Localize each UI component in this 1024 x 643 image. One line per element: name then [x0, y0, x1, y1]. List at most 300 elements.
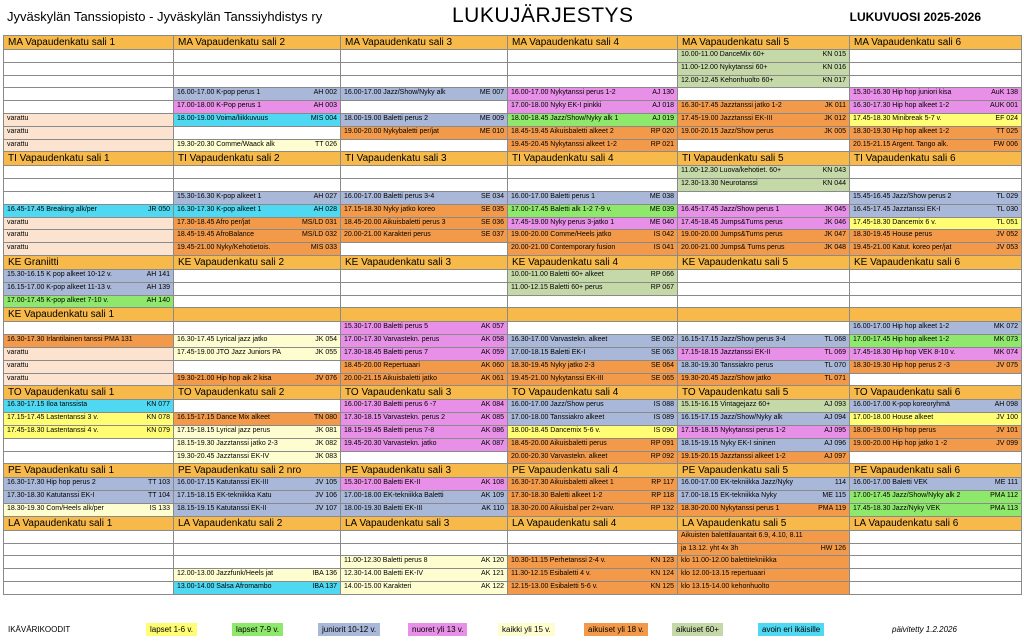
empty-slot	[174, 322, 341, 335]
class-code: TT 026	[314, 140, 337, 148]
class-slot	[850, 425, 1022, 438]
hall-header: TO Vapaudenkatu sali 4	[508, 386, 678, 400]
hall-header: KE Vapaudenkatu sali 6	[850, 255, 1022, 269]
season-label: LUKUVUOSI 2025-2026	[849, 10, 981, 24]
class-slot	[508, 335, 678, 348]
legend-title: IKÄVÄRIKOODIT	[8, 625, 71, 634]
empty-slot	[850, 75, 1022, 88]
class-name: 17.00-18.00 K-Pop perus 1	[177, 102, 262, 110]
schedule-row	[4, 569, 1022, 582]
class-code: JK 005	[824, 127, 846, 135]
class-code: JV 075	[996, 361, 1018, 369]
class-name: 18.45-20.00 Aikuisbaletti perus	[511, 439, 607, 447]
schedule-row	[4, 556, 1022, 569]
class-code: TT 025	[995, 127, 1018, 135]
class-name: 17.15-18.15 Lyrical jazz perus	[177, 426, 271, 434]
class-slot	[174, 139, 341, 152]
hall-header: PE Vapaudenkatu sali 6	[850, 464, 1022, 478]
class-name: 18.30-19.30 Hip hop alkeet 1-2	[853, 127, 950, 135]
class-name: 19.45-21.00 Katut. koreo per/jat	[853, 244, 952, 252]
class-slot	[678, 400, 850, 413]
class-code: KN 078	[146, 414, 170, 422]
class-code: KN 077	[146, 401, 170, 409]
empty-slot	[174, 295, 341, 308]
class-code: MK 072	[993, 323, 1018, 331]
class-slot	[508, 360, 678, 373]
class-code: SE 036	[481, 218, 504, 226]
class-name: 16.15-17.15 Jazz/Show/Nyky alk	[681, 414, 783, 422]
schedule-row	[4, 50, 1022, 63]
empty-slot	[850, 62, 1022, 75]
class-name: 17.15-17.45 Lastentanssi 3 v.	[7, 414, 99, 422]
class-code: JV 052	[996, 231, 1018, 239]
class-name: 17.15-18.15 EK-tekniikka Katu	[177, 492, 272, 500]
empty-slot	[508, 75, 678, 88]
class-code: MK 073	[993, 336, 1018, 344]
class-slot	[508, 282, 678, 295]
class-name: 15.30-16.30 K-pop alkeet 1	[177, 192, 262, 200]
empty-slot	[4, 556, 174, 569]
hall-header: TO Vapaudenkatu sali 6	[850, 386, 1022, 400]
class-slot	[850, 335, 1022, 348]
class-name: 17.15-18.15 Nykytanssi perus 1-2	[681, 426, 786, 434]
schedule-row	[4, 425, 1022, 438]
class-name: 16.00-17.00 EK-tekniikka Jazz/Nyky	[681, 479, 794, 487]
class-code: TL 068	[824, 336, 846, 344]
class-name: 17.30-18.45 Baletti perus 7	[344, 348, 429, 356]
empty-slot	[508, 543, 678, 556]
class-name: 11.00-12.30 Baletti perus 8	[344, 557, 428, 565]
class-slot	[508, 373, 678, 386]
class-slot	[850, 191, 1022, 204]
class-slot	[508, 581, 678, 594]
class-slot	[174, 413, 341, 426]
class-slot	[174, 217, 341, 230]
class-code: SE 064	[651, 361, 674, 369]
class-code: HW 126	[820, 544, 846, 552]
class-code: IBA 136	[312, 570, 337, 578]
class-name: 12.00-13.00 Jazzfunk/Heels jat	[177, 570, 274, 578]
class-name: 19.45-20.30 Varvastekn. jatko	[344, 439, 437, 447]
class-code: AK 120	[481, 557, 504, 565]
class-slot	[508, 569, 678, 582]
class-name: 16.30-17.30 K-pop alkeet 1	[177, 205, 262, 213]
class-name: 10.00-11.00 Baletti 60+ alkeet	[511, 270, 604, 278]
schedule-row	[4, 360, 1022, 373]
schedule-row	[4, 581, 1022, 594]
legend-item: nuoret yli 13 v.	[408, 623, 467, 636]
class-code: ME 009	[479, 114, 504, 122]
class-name: 14.00-15.00 Karakteri	[344, 582, 412, 590]
class-code: AuK 138	[991, 89, 1018, 97]
day-header-row	[4, 516, 1022, 530]
class-code: JK 083	[315, 452, 337, 460]
page-header	[0, 0, 1024, 34]
class-slot	[850, 413, 1022, 426]
class-name: varattu	[7, 244, 29, 252]
class-slot	[341, 373, 508, 386]
class-code: ME 115	[822, 492, 846, 500]
hall-header: KE Vapaudenkatu sali 2	[174, 255, 341, 269]
class-slot	[508, 88, 678, 101]
class-name: 16.00-17.30 Baletti perus 6 -7	[344, 401, 437, 409]
class-slot	[341, 478, 508, 491]
class-slot	[678, 451, 850, 464]
class-slot	[508, 113, 678, 126]
class-slot	[508, 204, 678, 217]
hall-header: MA Vapaudenkatu sali 1	[4, 36, 174, 50]
class-code: IS 042	[653, 231, 674, 239]
class-code: IS 133	[149, 504, 170, 512]
empty-slot	[341, 243, 508, 256]
empty-slot	[174, 269, 341, 282]
class-name: 10.00-11.00 DanceMix 60+	[681, 51, 765, 58]
class-name: 16.30-17.30 Hip hop alkeet 1-2	[853, 102, 950, 110]
class-slot	[850, 217, 1022, 230]
class-name: 18.00-19.00 Hip hop perus	[853, 426, 936, 434]
class-slot	[508, 451, 678, 464]
empty-slot	[508, 50, 678, 63]
empty-slot	[341, 451, 508, 464]
hall-header: TI Vapaudenkatu sali 2	[174, 152, 341, 166]
empty-slot	[341, 101, 508, 114]
class-name: 17.00-17.45 K-pop alkeet 7-10 v.	[7, 296, 109, 304]
schedule-row	[4, 166, 1022, 179]
class-slot	[341, 230, 508, 243]
empty-slot	[4, 438, 174, 451]
empty-slot	[850, 166, 1022, 179]
class-name: 16.30-17.15 Iloa tanssista	[7, 401, 88, 409]
hall-header: LA Vapaudenkatu sali 2	[174, 516, 341, 530]
class-slot	[508, 503, 678, 516]
class-code: FW 006	[993, 140, 1018, 148]
class-slot	[850, 478, 1022, 491]
class-name: 12.15-13.00 Esibaletti 5-6 v.	[511, 582, 598, 590]
empty-slot	[508, 322, 678, 335]
class-slot	[678, 413, 850, 426]
class-name: 19.30-20.45 Jazztanssi EK-IV	[177, 452, 270, 460]
class-code: ME 007	[479, 89, 504, 97]
class-slot	[678, 581, 850, 594]
class-slot	[174, 347, 341, 360]
empty-slot	[850, 295, 1022, 308]
class-code: KN 044	[822, 180, 846, 188]
class-code: JV 105	[315, 479, 337, 487]
class-slot	[341, 556, 508, 569]
class-code: SE 034	[481, 192, 504, 200]
empty-slot	[678, 322, 850, 335]
class-slot	[508, 413, 678, 426]
hall-header: TO Vapaudenkatu sali 1	[4, 386, 174, 400]
class-slot	[341, 204, 508, 217]
class-name: 11.30-12.15 Esibaletti 4 v.	[511, 570, 591, 578]
class-code: JK 011	[824, 102, 846, 110]
class-code: KN 017	[822, 76, 846, 84]
empty-slot	[341, 139, 508, 152]
class-code: AK 087	[481, 439, 504, 447]
hall-header: PE Vapaudenkatu sali 5	[678, 464, 850, 478]
class-slot	[341, 126, 508, 139]
class-slot	[678, 373, 850, 386]
empty-slot	[341, 282, 508, 295]
empty-slot	[341, 166, 508, 179]
hall-header: TO Vapaudenkatu sali 5	[678, 386, 850, 400]
class-code: AK 057	[481, 323, 504, 331]
class-slot	[174, 243, 341, 256]
class-slot	[341, 347, 508, 360]
class-name: 17.00-18.00 Tanssiakro alkeet	[511, 414, 605, 422]
class-name: 12.30-14.00 Baletti EK-IV	[344, 570, 423, 578]
class-name: varattu	[7, 218, 29, 226]
class-slot	[508, 230, 678, 243]
class-code: TN 080	[314, 414, 337, 422]
empty-slot	[4, 322, 174, 335]
class-code: MIS 033	[310, 244, 337, 252]
class-slot	[678, 50, 850, 63]
class-slot	[508, 556, 678, 569]
class-name: 17.30-18.30 Katutanssi EK-I	[7, 492, 95, 500]
class-name: 16.15-17.15 Dance Mix alkeet	[177, 414, 270, 422]
class-name: 19.30-20.45 Jazz/Show jatko	[681, 374, 771, 382]
class-slot	[341, 569, 508, 582]
class-slot	[341, 413, 508, 426]
empty-slot	[508, 530, 678, 543]
class-slot	[341, 438, 508, 451]
class-slot	[678, 179, 850, 192]
class-code: JK 081	[315, 426, 337, 434]
class-name: 17.00-17.45 Jazz/Show/Nyky alk 2	[853, 492, 961, 500]
class-code: EF 024	[995, 114, 1018, 122]
empty-slot	[678, 269, 850, 282]
class-name: 16.00-17.00 Baletti perus 3-4	[344, 192, 435, 200]
schedule-row	[4, 322, 1022, 335]
empty-slot	[850, 179, 1022, 192]
class-code: IS 089	[653, 414, 674, 422]
class-name: 15.30-16.30 Hip hop juniori kisa	[853, 89, 952, 97]
empty-slot	[341, 75, 508, 88]
class-code: AK 085	[481, 414, 504, 422]
class-name: 16.45-17.45 Jazz/Show perus 1	[681, 205, 780, 213]
class-name: 20.00-21.00 Jumps& Turns perus	[681, 244, 785, 252]
reserved-slot	[4, 126, 174, 139]
class-code: KN 079	[146, 426, 170, 434]
class-code: AK 122	[481, 582, 504, 590]
class-code: SE 063	[651, 348, 674, 356]
class-code: PMA 119	[818, 504, 846, 512]
class-slot	[678, 438, 850, 451]
class-slot	[850, 503, 1022, 516]
empty-slot	[508, 62, 678, 75]
legend-item: lapset 7-9 v.	[232, 623, 283, 636]
class-name: varattu	[7, 140, 29, 148]
class-name: 19.45-21.00 Nyky/Kehotietois.	[177, 244, 271, 252]
legend-item: aikuiset 60+	[672, 623, 723, 636]
empty-slot	[678, 88, 850, 101]
class-name: 19.00-20.15 Jazz/Show perus	[681, 127, 774, 135]
class-name: varattu	[7, 127, 29, 135]
class-code: ME 010	[479, 127, 504, 135]
class-slot	[4, 204, 174, 217]
class-slot	[678, 425, 850, 438]
class-name: 16.00-17.00 K-pop perus 1	[177, 89, 261, 97]
class-slot	[850, 360, 1022, 373]
class-name: 20.00-21.00 Contemporary fusion	[511, 244, 616, 252]
class-code: JV 101	[996, 426, 1018, 434]
class-name: 18.45-20.00 Repertuaari	[344, 361, 420, 369]
schedule-row	[4, 295, 1022, 308]
empty-slot	[4, 62, 174, 75]
class-code: AH 002	[313, 89, 337, 97]
empty-slot	[4, 166, 174, 179]
class-slot	[678, 478, 850, 491]
empty-slot	[4, 50, 174, 63]
class-slot	[678, 491, 850, 504]
class-name: 17.45-18.30 Lastentanssi 4 v.	[7, 426, 99, 434]
empty-slot	[174, 179, 341, 192]
class-slot	[678, 360, 850, 373]
class-code: AJ 093	[824, 401, 846, 409]
empty-slot	[678, 282, 850, 295]
class-name: 16.00-17.00 Hip hop alkeet 1-2	[853, 323, 950, 331]
schedule-row	[4, 451, 1022, 464]
class-code: IS 041	[653, 244, 674, 252]
class-slot	[678, 503, 850, 516]
schedule-row	[4, 347, 1022, 360]
schedule-row	[4, 101, 1022, 114]
class-name: 16.30-17.00 Varvastekn. alkeet	[511, 336, 608, 344]
hall-header	[341, 308, 508, 322]
class-slot	[174, 335, 341, 348]
hall-header: LA Vapaudenkatu sali 3	[341, 516, 508, 530]
class-slot	[4, 503, 174, 516]
empty-slot	[508, 295, 678, 308]
hall-header: TI Vapaudenkatu sali 4	[508, 152, 678, 166]
class-slot	[508, 269, 678, 282]
class-name: 16.30-17.30 Hip hop perus 2	[7, 479, 96, 487]
class-name: 17.45-18.30 Minibreak 5-7 v.	[853, 114, 942, 122]
class-code: AK 061	[481, 374, 504, 382]
class-code: JK 012	[824, 114, 846, 122]
schedule-row	[4, 335, 1022, 348]
class-name: klo 12.00-13.15 repertuaari	[681, 570, 766, 578]
class-slot	[174, 451, 341, 464]
class-code: AH 139	[146, 283, 170, 291]
class-slot	[508, 243, 678, 256]
class-slot	[678, 335, 850, 348]
class-name: 17.45-18.30 Dancemix 6 v.	[853, 218, 937, 226]
class-slot	[508, 139, 678, 152]
empty-slot	[341, 543, 508, 556]
hall-header: KE Vapaudenkatu sali 4	[508, 255, 678, 269]
legend-item: aikuiset yli 18 v.	[584, 623, 648, 636]
hall-header: TO Vapaudenkatu sali 2	[174, 386, 341, 400]
class-code: TL 029	[996, 192, 1018, 200]
empty-slot	[850, 581, 1022, 594]
class-code: ME 039	[649, 205, 674, 213]
class-name: 18.30-19.30 Com/Heels alk/per	[7, 504, 104, 512]
class-name: 16.00-17.00 Jazz/Show perus	[511, 401, 604, 409]
hall-header: TO Vapaudenkatu sali 3	[341, 386, 508, 400]
class-name: 18.30-20.00 Aikuisbal per 2+varv.	[511, 504, 615, 512]
empty-slot	[4, 530, 174, 543]
legend-item: juniorit 10-12 v.	[318, 623, 380, 636]
class-slot	[4, 491, 174, 504]
empty-slot	[850, 50, 1022, 63]
day-header-row	[4, 255, 1022, 269]
class-code: AH 028	[313, 205, 337, 213]
updated-date: päivitetty 1.2.2026	[892, 625, 957, 634]
class-slot	[341, 113, 508, 126]
class-name: 18.00-19.30 Baletti EK-III	[344, 504, 423, 512]
reserved-slot	[4, 217, 174, 230]
class-code: IBA 137	[312, 582, 337, 590]
class-code: PMA 112	[990, 492, 1018, 500]
class-slot	[4, 413, 174, 426]
legend-item: kaikki yli 15 v.	[498, 623, 555, 636]
class-name: 16.15-17.00 K-pop alkeet 11-13 v.	[7, 283, 112, 291]
hall-header: PE Vapaudenkatu sali 1	[4, 464, 174, 478]
class-code: PMA 113	[990, 504, 1018, 512]
class-code: MK 074	[993, 348, 1018, 356]
schedule-row	[4, 269, 1022, 282]
class-slot	[341, 88, 508, 101]
class-code: JK 047	[824, 231, 846, 239]
class-slot	[174, 491, 341, 504]
class-code: AK 108	[481, 479, 504, 487]
class-name: 16.30-17.45 Jazztanssi jatko 1-2	[681, 102, 782, 110]
class-code: KN 125	[650, 582, 674, 590]
class-slot	[174, 191, 341, 204]
class-name: 18.15-19.15 Katutanssi EK-II	[177, 504, 267, 512]
schedule-row	[4, 478, 1022, 491]
empty-slot	[508, 166, 678, 179]
empty-slot	[174, 543, 341, 556]
class-name: klo 13.15-14.00 kehonhuolto	[681, 582, 770, 590]
class-name: 19.00-20.00 Comme/Heels jatko	[511, 231, 612, 239]
class-name: klo 11.00-12.00 balettitekniikka	[681, 557, 777, 565]
class-code: KN 015	[822, 51, 846, 58]
class-slot	[174, 581, 341, 594]
schedule-row	[4, 543, 1022, 556]
class-code: SE 062	[651, 336, 674, 344]
empty-slot	[678, 295, 850, 308]
class-name: 18.15-19.45 Baletti perus 7-8	[344, 426, 435, 434]
schedule-row	[4, 217, 1022, 230]
color-legend	[0, 622, 1024, 638]
class-slot	[508, 347, 678, 360]
empty-slot	[850, 451, 1022, 464]
empty-slot	[4, 88, 174, 101]
class-name: varattu	[7, 231, 29, 239]
class-name: 18.00-18.45 Jazz/Show/Nyky alk 1	[511, 114, 619, 122]
legend-item: lapset 1-6 v.	[146, 623, 197, 636]
class-code: ME 111	[994, 479, 1018, 487]
empty-slot	[4, 191, 174, 204]
class-name: 19.00-20.00 Jumps&Turns perus	[681, 231, 783, 239]
empty-slot	[174, 530, 341, 543]
class-slot	[341, 322, 508, 335]
empty-slot	[341, 530, 508, 543]
empty-slot	[174, 400, 341, 413]
class-code: RP 067	[650, 283, 674, 291]
day-header-row	[4, 386, 1022, 400]
class-name: 10.30-11.15 Perhetanssi 2-4 v.	[511, 557, 606, 565]
class-slot	[341, 217, 508, 230]
reserved-slot	[4, 347, 174, 360]
schedule-row	[4, 373, 1022, 386]
class-slot	[508, 217, 678, 230]
class-code: AJ 096	[824, 439, 846, 447]
